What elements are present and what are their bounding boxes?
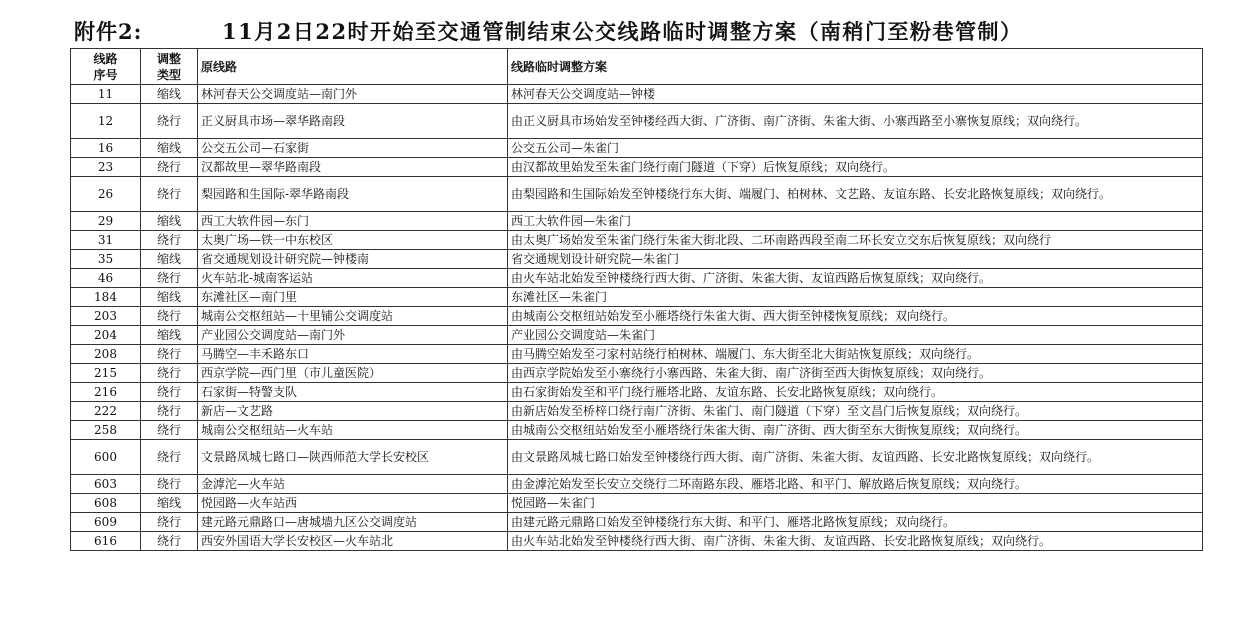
adjust-type-cell: 绕行 (141, 364, 198, 383)
table-row (71, 177, 1203, 212)
adjustment-plan-cell: 由太奥广场始发至朱雀门绕行朱雀大街北段、二环南路西段至南二环长安立交东后恢复原线；双向绕行 (508, 231, 1203, 250)
table-row (71, 402, 1203, 421)
table-row (71, 345, 1203, 364)
table-body (71, 85, 1203, 551)
adjust-type-cell: 绕行 (141, 402, 198, 421)
adjustment-plan-cell: 由金滹沱始发至长安立交绕行二环南路东段、雁塔北路、和平门、解放路后恢复原线；双向绕行。 (508, 475, 1203, 494)
route-number-cell: 609 (71, 513, 141, 532)
route-number-cell: 608 (71, 494, 141, 513)
route-number-cell: 31 (71, 231, 141, 250)
table-row (71, 139, 1203, 158)
route-number-cell: 204 (71, 326, 141, 345)
original-route-cell: 马腾空—丰禾路东口 (198, 345, 508, 364)
adjustment-plan-cell: 西工大软件园—朱雀门 (508, 212, 1203, 231)
header-adjustment-plan: 线路临时调整方案 (508, 49, 1203, 85)
table-row (71, 212, 1203, 231)
route-number-cell: 26 (71, 177, 141, 212)
route-number-cell: 11 (71, 85, 141, 104)
route-number-cell: 29 (71, 212, 141, 231)
adjustment-plan-cell: 林河春天公交调度站—钟楼 (508, 85, 1203, 104)
original-route-cell: 石家街—特警支队 (198, 383, 508, 402)
adjust-type-cell: 缩线 (141, 139, 198, 158)
table-row (71, 250, 1203, 269)
table-row (71, 421, 1203, 440)
route-number-cell: 222 (71, 402, 141, 421)
table-row (71, 383, 1203, 402)
adjustment-plan-cell: 公交五公司—朱雀门 (508, 139, 1203, 158)
original-route-cell: 建元路元鼎路口—唐城墙九区公交调度站 (198, 513, 508, 532)
adjust-type-cell: 绕行 (141, 104, 198, 139)
route-number-cell: 203 (71, 307, 141, 326)
original-route-cell: 西安外国语大学长安校区—火车站北 (198, 532, 508, 551)
adjustment-plan-cell: 由西京学院始发至小寨绕行小寨西路、朱雀大街、南广济街至西大街恢复原线；双向绕行。 (508, 364, 1203, 383)
header-original-route: 原线路 (198, 49, 508, 85)
route-number-cell: 46 (71, 269, 141, 288)
table-row (71, 494, 1203, 513)
table-row (71, 85, 1203, 104)
adjustment-plan-cell: 由梨园路和生国际始发至钟楼绕行东大街、端履门、柏树林、文艺路、友谊东路、长安北路恢复原线；双向绕行。 (508, 177, 1203, 212)
adjust-type-cell: 绕行 (141, 532, 198, 551)
table-row (71, 364, 1203, 383)
adjustment-plan-cell: 悦园路—朱雀门 (508, 494, 1203, 513)
adjust-type-cell: 绕行 (141, 475, 198, 494)
original-route-cell: 西京学院—西门里（市儿童医院） (198, 364, 508, 383)
route-adjustment-table (70, 48, 1203, 551)
document-title: 11月2日22时开始至交通管制结束公交线路临时调整方案（南稍门至粉巷管制） (222, 19, 1023, 44)
route-number-cell: 215 (71, 364, 141, 383)
header-adjust-type-line1: 调整 (156, 51, 181, 66)
route-number-cell: 616 (71, 532, 141, 551)
adjustment-plan-cell: 产业园公交调度站—朱雀门 (508, 326, 1203, 345)
adjust-type-cell: 绕行 (141, 440, 198, 475)
adjust-type-cell: 绕行 (141, 383, 198, 402)
adjust-type-cell: 缩线 (141, 85, 198, 104)
adjust-type-cell: 缩线 (141, 494, 198, 513)
adjustment-plan-cell: 由正义厨具市场始发至钟楼经西大街、广济街、南广济街、朱雀大街、小寨西路至小寨恢复原线；双向绕行。 (508, 104, 1203, 139)
original-route-cell: 太奥广场—铁一中东校区 (198, 231, 508, 250)
route-number-cell: 23 (71, 158, 141, 177)
table-row (71, 532, 1203, 551)
adjust-type-cell: 绕行 (141, 269, 198, 288)
table-row (71, 326, 1203, 345)
adjust-type-cell: 绕行 (141, 158, 198, 177)
route-number-cell: 600 (71, 440, 141, 475)
adjust-type-cell: 绕行 (141, 231, 198, 250)
adjust-type-cell: 缩线 (141, 326, 198, 345)
adjust-type-cell: 绕行 (141, 421, 198, 440)
original-route-cell: 西工大软件园—东门 (198, 212, 508, 231)
original-route-cell: 正义厨具市场—翠华路南段 (198, 104, 508, 139)
header-route-number-line2: 序号 (93, 67, 118, 82)
adjust-type-cell: 绕行 (141, 513, 198, 532)
document-title-row (74, 16, 1224, 48)
adjustment-plan-cell: 由汉都故里始发至朱雀门绕行南门隧道（下穿）后恢复原线；双向绕行。 (508, 158, 1203, 177)
adjust-type-cell: 绕行 (141, 177, 198, 212)
adjustment-plan-cell: 由城南公交枢纽站始发至小雁塔绕行朱雀大街、西大街至钟楼恢复原线；双向绕行。 (508, 307, 1203, 326)
table-header-row (71, 49, 1203, 85)
adjust-type-cell: 缩线 (141, 288, 198, 307)
table-row (71, 231, 1203, 250)
original-route-cell: 金滹沱—火车站 (198, 475, 508, 494)
original-route-cell: 省交通规划设计研究院—钟楼南 (198, 250, 508, 269)
route-number-cell: 216 (71, 383, 141, 402)
original-route-cell: 产业园公交调度站—南门外 (198, 326, 508, 345)
table-row (71, 513, 1203, 532)
original-route-cell: 文景路凤城七路口—陕西师范大学长安校区 (198, 440, 508, 475)
original-route-cell: 东滩社区—南门里 (198, 288, 508, 307)
original-route-cell: 梨园路和生国际-翠华路南段 (198, 177, 508, 212)
route-number-cell: 258 (71, 421, 141, 440)
adjust-type-cell: 绕行 (141, 307, 198, 326)
adjustment-plan-cell: 由城南公交枢纽站始发至小雁塔绕行朱雀大街、南广济街、西大街至东大街恢复原线；双向绕行。 (508, 421, 1203, 440)
adjustment-plan-cell: 由新店始发至桥梓口绕行南广济街、朱雀门、南门隧道（下穿）至文昌门后恢复原线；双向绕行。 (508, 402, 1203, 421)
table-row (71, 475, 1203, 494)
original-route-cell: 城南公交枢纽站—十里铺公交调度站 (198, 307, 508, 326)
adjustment-plan-cell: 东滩社区—朱雀门 (508, 288, 1203, 307)
original-route-cell: 林河春天公交调度站—南门外 (198, 85, 508, 104)
adjustment-plan-cell: 由火车站北始发至钟楼绕行西大街、广济街、朱雀大街、友谊西路后恢复原线；双向绕行。 (508, 269, 1203, 288)
table-row (71, 158, 1203, 177)
header-route-number (71, 49, 141, 85)
header-adjust-type-line2: 类型 (156, 67, 181, 82)
adjustment-plan-cell: 由马腾空始发至刁家村站绕行柏树林、端履门、东大街至北大街站恢复原线；双向绕行。 (508, 345, 1203, 364)
attachment-label: 附件2: (74, 19, 143, 44)
original-route-cell: 汉都故里—翠华路南段 (198, 158, 508, 177)
table-row (71, 288, 1203, 307)
table-row (71, 104, 1203, 139)
route-number-cell: 12 (71, 104, 141, 139)
route-number-cell: 208 (71, 345, 141, 364)
adjustment-plan-cell: 省交通规划设计研究院—朱雀门 (508, 250, 1203, 269)
adjustment-plan-cell: 由建元路元鼎路口始发至钟楼绕行东大街、和平门、雁塔北路恢复原线；双向绕行。 (508, 513, 1203, 532)
original-route-cell: 新店—文艺路 (198, 402, 508, 421)
original-route-cell: 悦园路—火车站西 (198, 494, 508, 513)
original-route-cell: 公交五公司—石家街 (198, 139, 508, 158)
header-adjust-type (141, 49, 198, 85)
original-route-cell: 城南公交枢纽站—火车站 (198, 421, 508, 440)
adjust-type-cell: 缩线 (141, 212, 198, 231)
route-number-cell: 603 (71, 475, 141, 494)
route-number-cell: 16 (71, 139, 141, 158)
original-route-cell: 火车站北-城南客运站 (198, 269, 508, 288)
adjustment-plan-cell: 由石家街始发至和平门绕行雁塔北路、友谊东路、长安北路恢复原线；双向绕行。 (508, 383, 1203, 402)
adjustment-plan-cell: 由火车站北始发至钟楼绕行西大街、南广济街、朱雀大街、友谊西路、长安北路恢复原线；双向绕行。 (508, 532, 1203, 551)
adjustment-plan-cell: 由文景路凤城七路口始发至钟楼绕行西大街、南广济街、朱雀大街、友谊西路、长安北路恢复原线；双向绕行。 (508, 440, 1203, 475)
adjust-type-cell: 绕行 (141, 345, 198, 364)
header-route-number-line1: 线路 (93, 51, 118, 66)
adjust-type-cell: 缩线 (141, 250, 198, 269)
route-number-cell: 184 (71, 288, 141, 307)
route-number-cell: 35 (71, 250, 141, 269)
table-row (71, 307, 1203, 326)
table-row (71, 269, 1203, 288)
table-row (71, 440, 1203, 475)
